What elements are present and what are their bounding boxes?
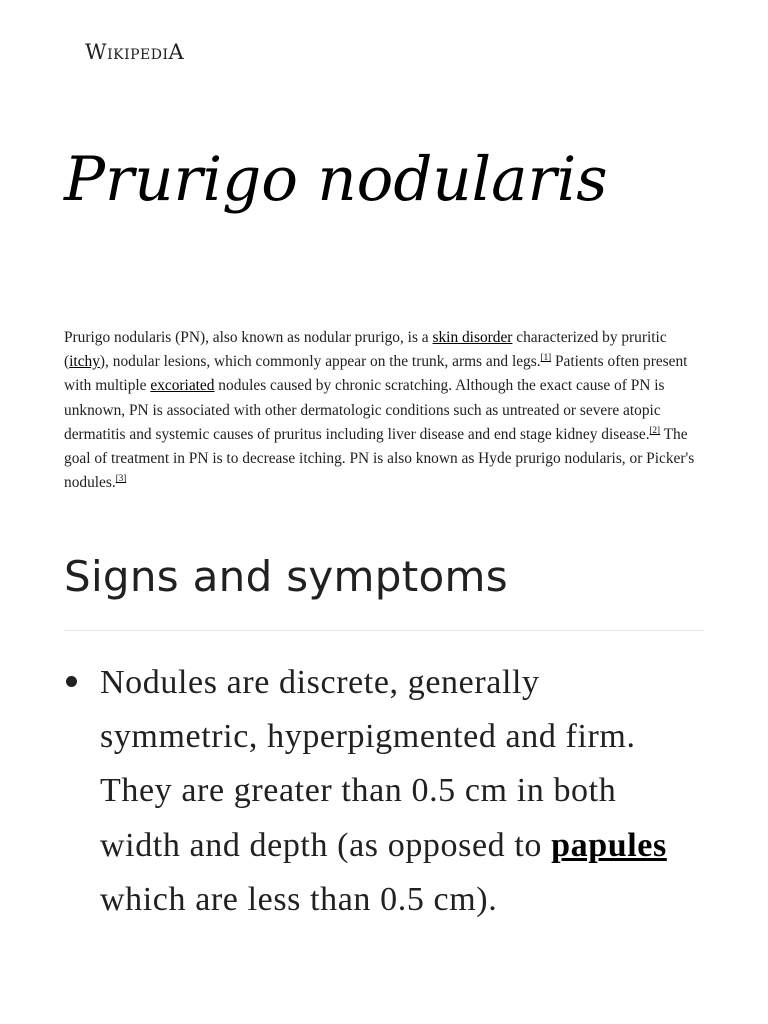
page-title: Prurigo nodularis (64, 144, 608, 215)
intro-text-1: Prurigo nodularis (PN), also known as nodular prurigo, is a (64, 329, 433, 346)
wikipedia-logo[interactable] (85, 40, 184, 64)
section-heading-signs-and-symptoms: Signs and symptoms (64, 552, 508, 601)
reference-3[interactable] (116, 473, 127, 483)
intro-paragraph (64, 326, 704, 495)
itchy-link[interactable]: itchy (69, 353, 100, 371)
reference-3-link[interactable]: [3] (115, 473, 127, 484)
reference-1[interactable] (541, 352, 552, 362)
symptoms-list (64, 656, 704, 927)
logo-middle-letters: ikipedi (107, 40, 169, 64)
reference-2[interactable] (650, 425, 661, 435)
list-item (64, 656, 704, 927)
section-divider (64, 630, 704, 631)
reference-2-link[interactable]: [2] (649, 424, 661, 435)
skin-disorder-link[interactable]: skin disorder (432, 329, 513, 346)
intro-text-6: The goal of treatment in PN is to decrease itching. PN is also known as Hyde prurigo nodularis, or Picker's nodules. (64, 425, 695, 492)
papules-link[interactable]: papules (551, 826, 667, 864)
intro-text-3: ), nodular lesions, which commonly appear on the trunk, arms and legs. (99, 353, 541, 371)
intro-text-2: characterized by pruritic ( (64, 329, 667, 371)
bullet-text-1: Nodules are discrete, generally symmetric, hyperpigmented and firm. They are greater than 0.5 cm in both width and depth (as opposed to (100, 664, 636, 864)
logo-first-letter: W (85, 40, 108, 64)
reference-1-link[interactable]: [1] (540, 352, 552, 363)
bullet-text-2: which are less than 0.5 cm). (100, 880, 498, 918)
excoriated-link[interactable]: excoriated (150, 377, 215, 395)
intro-text-5: nodules caused by chronic scratching. Although the exact cause of PN is unknown, PN is associated with other dermatologic conditions such as untreated or severe atopic dermatitis and systemic causes of pruritus including liver disease and end stage kidney disease. (64, 377, 665, 443)
intro-text-4: Patients often present with multiple (64, 353, 688, 395)
bullet-dot-icon (66, 676, 77, 687)
logo-last-letter: A (168, 40, 185, 64)
